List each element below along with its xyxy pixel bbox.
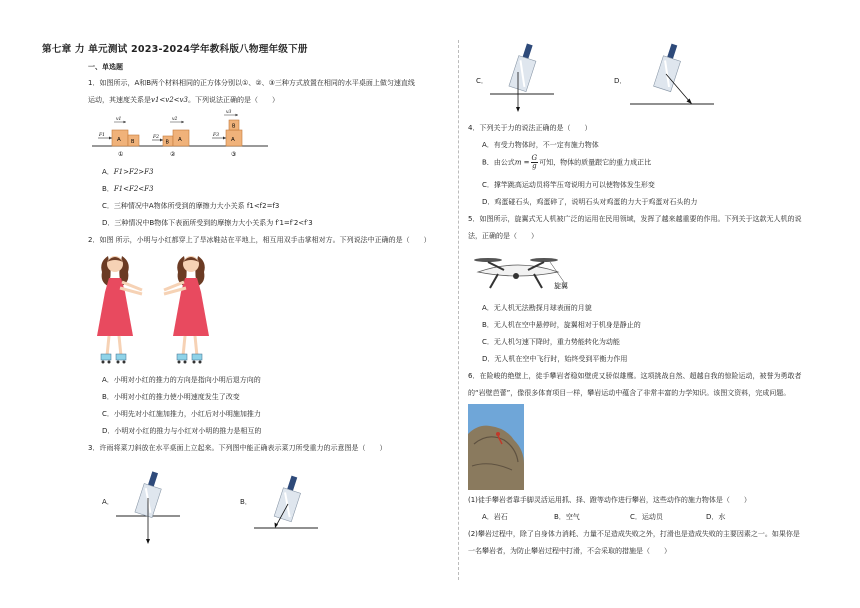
right-column (468, 0, 838, 608)
q5-line2: 法，正确的是（ ） (468, 232, 538, 240)
q1-v3: v3 (226, 110, 232, 115)
option-text: F1>F2>F3 (113, 168, 154, 176)
q6-climbing-photo (468, 404, 524, 490)
option-text: 水 (718, 513, 726, 521)
option-text: 岩石 (493, 513, 508, 521)
q2-skaters-figure (94, 252, 224, 370)
option-text: 无人机无法勘探月球表面的月貌 (493, 304, 592, 312)
q1-case1-label-A: A (117, 137, 121, 143)
option-label: C． (102, 410, 114, 418)
q6-sub1-stem: (1)徒手攀岩者靠手脚灵活运用抓、择、蹬等动作进行攀岩，这些动作的施力物体是（ ） (468, 496, 751, 504)
q3-option-c-figure[interactable] (488, 40, 558, 118)
option-text: 鸡蛋碰石头，鸡蛋碎了，说明石头对鸡蛋的力大于鸡蛋对石头的力 (494, 198, 698, 206)
option-text-post: 可知，物体的质量跟它的重力成正比 (539, 158, 652, 167)
section-heading: 一、单选题 (88, 63, 123, 71)
option-text: 无人机匀速下降时，重力势能转化为动能 (493, 338, 620, 346)
option-text: 小明先对小红施加推力，小红后对小明施加推力 (113, 410, 261, 418)
option-label: B． (102, 393, 114, 401)
option-text: 撑竿跳高运动员将竿压弯说明力可以使物体发生形变 (493, 181, 655, 189)
q1-velocity-relation: v1<v2<v3 (151, 96, 188, 104)
q6-sub2-line1: (2)攀岩过程中，除了自身体力消耗、力量不足造成失败之外，打滑也是造成失败的主要因素之一。如果你是 (468, 530, 800, 538)
q1-circle3: ③ (231, 151, 237, 158)
q1-case3-label-B: B (232, 123, 236, 130)
q1-case2-label-B: B (165, 139, 169, 146)
q1-case2-label-A: A (178, 137, 182, 143)
option-label: C． (630, 513, 642, 521)
q5-line1: 5．如图所示，旋翼式无人机被广泛的运用在民用领域，发挥了越来越重要的作用。下列关于这款无人机的说 (468, 215, 802, 223)
q1-option-a[interactable] (102, 168, 153, 177)
option-label: C． (102, 202, 114, 210)
q1-line2 (88, 96, 279, 105)
q3-option-a-figure[interactable] (114, 468, 184, 546)
option-label: A． (102, 376, 114, 384)
q1-option-d[interactable] (102, 219, 313, 228)
q1-F1: F1 (99, 133, 105, 138)
q6-sub1-option-c[interactable] (630, 513, 663, 522)
option-text: 三种情况中A物体所受到的摩擦力大小关系 f1<f2=f3 (113, 202, 280, 210)
q4-option-b[interactable] (482, 155, 651, 170)
q5-option-c[interactable] (482, 338, 620, 347)
page-title: 第七章 力 单元测试 2023-2024学年教科版八物理年级下册 (42, 44, 308, 55)
q4-option-a[interactable] (482, 141, 599, 150)
q2-option-d[interactable] (102, 427, 261, 436)
q3-option-c-label[interactable]: C． (476, 77, 488, 85)
q4-stem: 4．下列关于力的说法正确的是（ ） (468, 124, 592, 132)
q1-line2-post: 。下列说法正确的是（ ） (187, 96, 279, 104)
formula-fraction (531, 155, 539, 170)
q1-option-c[interactable] (102, 202, 279, 211)
formula-lhs: m = (514, 158, 530, 167)
q3-option-b-label[interactable]: B． (240, 498, 252, 506)
q1-v2: v2 (172, 117, 178, 122)
q1-diagram (92, 110, 272, 160)
option-label: C． (482, 181, 494, 189)
column-divider (458, 40, 459, 580)
option-label: B． (482, 321, 494, 329)
q5-option-b[interactable] (482, 321, 641, 330)
q1-case3-label-A: A (231, 137, 235, 143)
q2-stem: 2．如图 所示，小明与小红都穿上了旱冰鞋站在平地上，相互用双手击掌相对方。下列说法中正确的是（ ） (88, 236, 431, 244)
skater-right (164, 256, 209, 364)
q1-F3: F3 (213, 133, 219, 138)
option-label: D． (482, 198, 495, 206)
option-label: C． (482, 338, 494, 346)
left-column (88, 0, 458, 608)
option-label: B． (554, 513, 566, 521)
option-text: 三种情况中B物体下表面所受到的摩擦力大小关系为 f′1=f′2<f′3 (114, 219, 313, 227)
q5-drone-figure (468, 252, 588, 296)
option-text: 小明对小红的推力使小明速度发生了改变 (113, 393, 240, 401)
q3-option-d-label[interactable]: D． (614, 77, 627, 85)
q1-v1: v1 (116, 117, 122, 122)
q3-option-d-figure[interactable] (628, 40, 718, 118)
q1-line2-pre: 运动，其速度关系是 (88, 96, 151, 104)
q1-case1-label-B: B (131, 139, 135, 145)
option-text: 无人机在空中飞行时，始终受到平衡力作用 (494, 355, 628, 363)
option-label: A． (102, 168, 114, 176)
q1-line1: 1．如图所示，A和B两个材料相同的正方体分别以①、②、③三种方式放置在相同的水平桌面上做匀速直线 (88, 79, 415, 87)
option-label: D． (102, 427, 115, 435)
option-label: D． (706, 513, 719, 521)
option-label: D． (482, 355, 495, 363)
q5-option-d[interactable] (482, 355, 627, 364)
option-label: A． (482, 141, 494, 149)
fraction-denominator: g (532, 162, 537, 170)
skater-left (97, 256, 142, 364)
q4-option-d[interactable] (482, 198, 697, 207)
option-label: D． (102, 219, 115, 227)
q6-line2: 的“岩壁芭蕾”，像很多体育项目一样，攀岩运动中蕴含了非常丰富的力学知识。该图文资料，完成问题。 (468, 389, 791, 397)
q1-circle2: ② (170, 151, 176, 158)
option-text: 空气 (565, 513, 580, 521)
q2-option-b[interactable] (102, 393, 240, 402)
q6-sub1-option-a[interactable] (482, 513, 508, 522)
option-label: A． (482, 304, 494, 312)
option-label: B． (482, 158, 494, 167)
option-text-pre: 由公式 (493, 158, 515, 167)
q6-line1: 6．在险峻的绝壁上，徒手攀岩者稳如壁虎又骄似雄鹰。这项挑战自然、超越自我的惊险运动，被誉为勇敢者 (468, 372, 802, 380)
q2-option-c[interactable] (102, 410, 261, 419)
q4-option-c[interactable] (482, 181, 655, 190)
option-text: F1<F2<F3 (113, 185, 154, 193)
q2-option-a[interactable] (102, 376, 261, 385)
fraction-numerator: G (531, 154, 538, 162)
q1-option-b[interactable] (102, 185, 153, 194)
q6-sub1-option-d[interactable] (706, 513, 725, 522)
option-text: 有受力物体时，不一定有施力物体 (493, 141, 599, 149)
q3-option-b-figure[interactable] (252, 468, 322, 546)
q1-F2: F2 (153, 135, 159, 140)
q5-option-a[interactable] (482, 304, 592, 313)
option-text: 小明对小红的推力与小红对小明的推力是相互的 (114, 427, 262, 435)
q6-sub1-option-b[interactable] (554, 513, 580, 522)
q1-circle1: ① (118, 151, 124, 158)
option-label: B． (102, 185, 114, 193)
option-label: A． (482, 513, 494, 521)
q3-option-a-label[interactable]: A． (102, 498, 114, 506)
drone-rotor-label: 旋翼 (554, 282, 568, 290)
option-text: 运动员 (641, 513, 663, 521)
option-text: 小明对小红的推力的方向是指向小明后退方向的 (113, 376, 261, 384)
q6-sub2-line2: 一名攀岩者，为防止攀岩过程中打滑，不会采取的措施是（ ） (468, 547, 671, 555)
q3-stem: 3．许雨将菜刀斜放在水平桌面上立起来。下列图中能正确表示菜刀所受重力的示意图是（ ） (88, 444, 387, 452)
option-text: 无人机在空中悬停时，旋翼相对于机身是静止的 (493, 321, 641, 329)
